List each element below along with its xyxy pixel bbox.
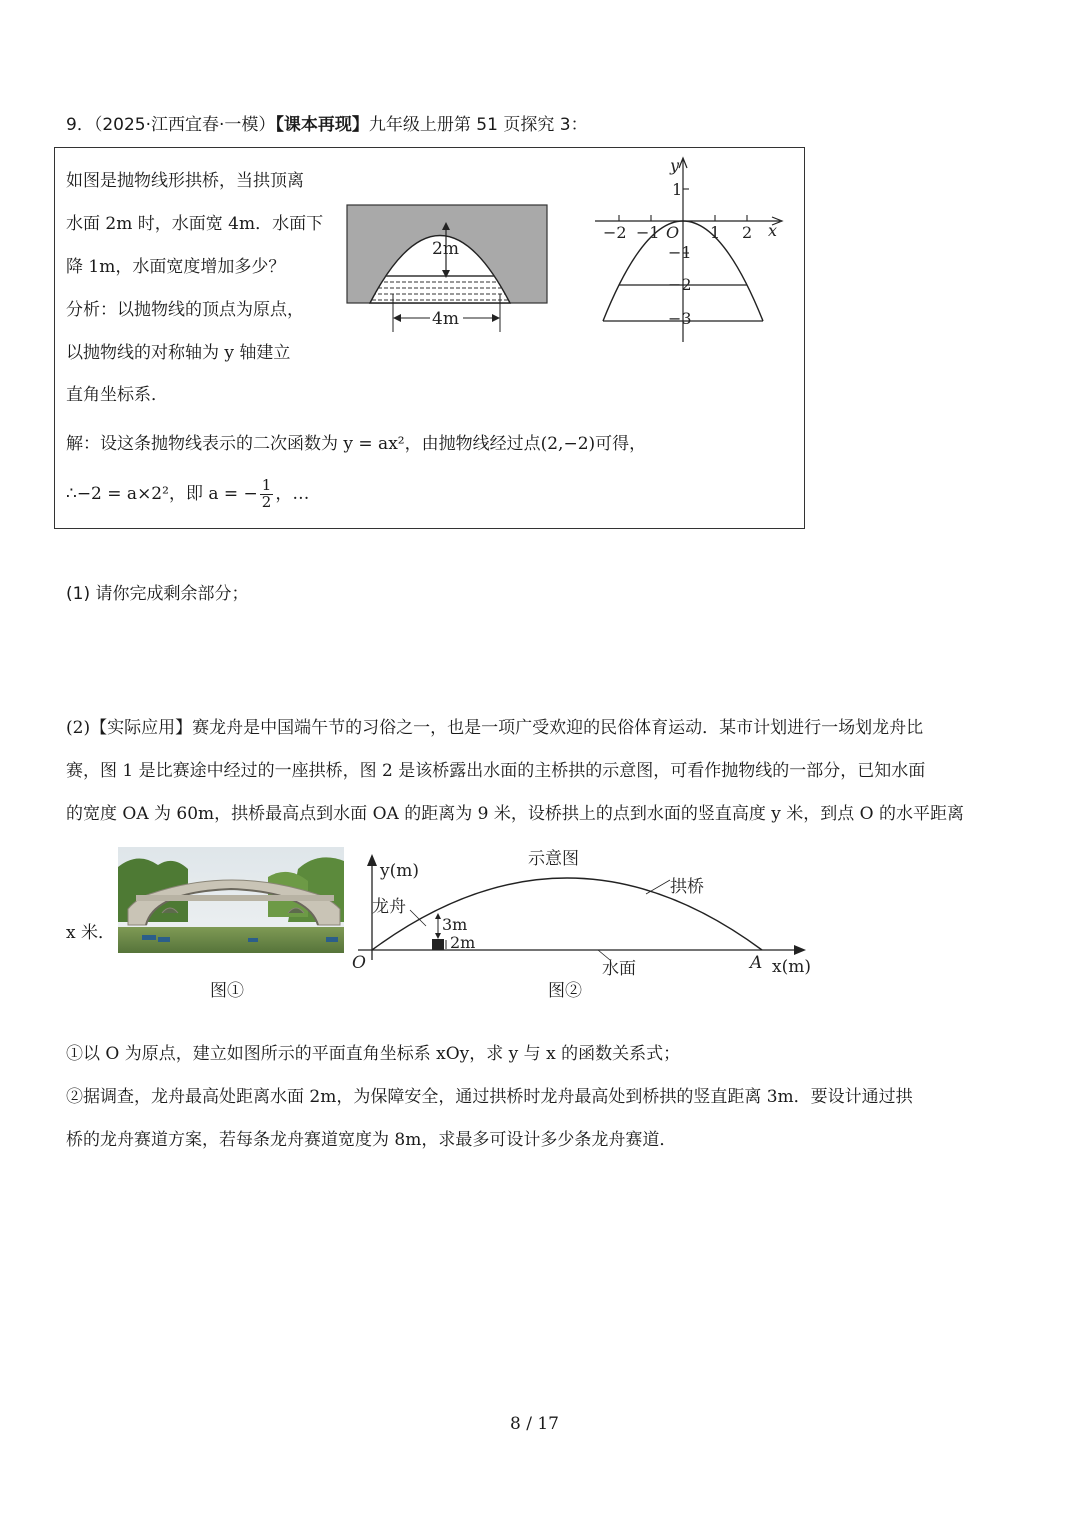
sub-question-2-line-1: ②据调查，龙舟最高处距离水面 2m，为保障安全，通过拱桥时龙舟最高处到桥拱的竖直距离 3m．要设计通过拱 [66, 1087, 913, 1107]
sub-question-2-line-2: 桥的龙舟赛道方案，若每条龙舟赛道宽度为 8m，求最多可设计多少条龙舟赛道． [66, 1130, 677, 1150]
solution-line-2-post: ，… [275, 483, 310, 504]
arch-bridge-figure [340, 198, 555, 338]
boat-height-label: 2m [450, 933, 476, 952]
box-line-2: 水面 2m 时，水面宽 4m．水面下 [66, 214, 324, 234]
x-tick-1: 1 [710, 223, 721, 242]
solution-line-2 [66, 478, 309, 511]
y-tick-neg3: −3 [668, 309, 692, 328]
fraction-numerator: 1 [261, 476, 272, 494]
boat-label: 龙舟 [372, 897, 406, 917]
schematic-title: 示意图 [528, 849, 579, 869]
box-line-6: 直角坐标系． [66, 385, 168, 405]
fig1-caption: 图① [210, 981, 244, 1001]
x-tick-2: 2 [742, 223, 753, 242]
bridge-photo [118, 847, 344, 953]
box-line-3: 降 1m，水面宽度增加多少？ [66, 257, 286, 277]
solution-line-2-pre: ∴−2 = a×2²，即 a = − [66, 483, 258, 504]
part-2-line-2: 赛，图 1 是比赛途中经过的一座拱桥，图 2 是该桥露出水面的主桥拱的示意图，可看作抛物线的一部分，已知水面 [66, 761, 926, 781]
part-2-line-3: 的宽度 OA 为 60m，拱桥最高点到水面 OA 的距离为 9 米，设桥拱上的点到水面的竖直高度 y 米，到点 O 的水平距离 [66, 804, 964, 824]
part-1: (1) 请你完成剩余部分； [66, 584, 249, 604]
question-header [66, 117, 588, 134]
gap-label: 3m [442, 915, 468, 934]
schematic-x-label: x(m) [772, 957, 811, 977]
box-line-5: 以抛物线的对称轴为 y 轴建立 [66, 343, 291, 363]
width-label: 4m [432, 309, 459, 329]
bridge-label: 拱桥 [670, 877, 704, 897]
question-tag: 【课本再现】 [275, 115, 369, 135]
x-tick-neg2: −2 [603, 223, 627, 242]
schematic-y-label: y(m) [380, 861, 419, 881]
part-2-line-1: (2)【实际应用】赛龙舟是中国端午节的习俗之一，也是一项广受欢迎的民俗体育运动．某市计划进行一场划龙舟比 [66, 718, 924, 738]
schematic-figure [348, 842, 828, 982]
dragon-boat [432, 939, 444, 950]
fig2-caption: 图② [548, 981, 582, 1001]
solution-line-1: 解：设这条抛物线表示的二次函数为 y = ax²，由抛物线经过点(2,−2)可得， [66, 434, 647, 454]
fraction [260, 478, 274, 511]
graph-x-label: x [768, 221, 778, 240]
sub-question-1: ①以 O 为原点，建立如图所示的平面直角坐标系 xOy，求 y 与 x 的函数关系式； [66, 1044, 681, 1064]
schematic-origin: O [352, 953, 366, 973]
x-tick-neg1: −1 [636, 223, 660, 242]
y-tick-1: 1 [672, 180, 683, 199]
box-line-4: 分析：以抛物线的顶点为原点， [66, 300, 304, 320]
box-line-1: 如图是抛物线形拱桥，当拱顶离 [66, 171, 304, 191]
question-number: 9． [66, 115, 94, 135]
graph-origin: O [666, 223, 680, 242]
fraction-denominator: 2 [261, 492, 272, 511]
y-tick-neg1: −1 [668, 243, 692, 262]
y-tick-neg2: −2 [668, 275, 692, 294]
part-2-tail: x 米． [66, 923, 115, 943]
height-label: 2m [432, 239, 459, 259]
question-reference: 九年级上册第 51 页探究 3： [368, 115, 588, 135]
question-source: （2025·江西宜春·一模） [93, 115, 276, 135]
graph-y-label: y [670, 156, 680, 175]
parabola-graph [590, 152, 790, 347]
page-number: 8 / 17 [510, 1414, 559, 1434]
schematic-point-a: A [750, 953, 763, 973]
water-label: 水面 [602, 959, 636, 979]
